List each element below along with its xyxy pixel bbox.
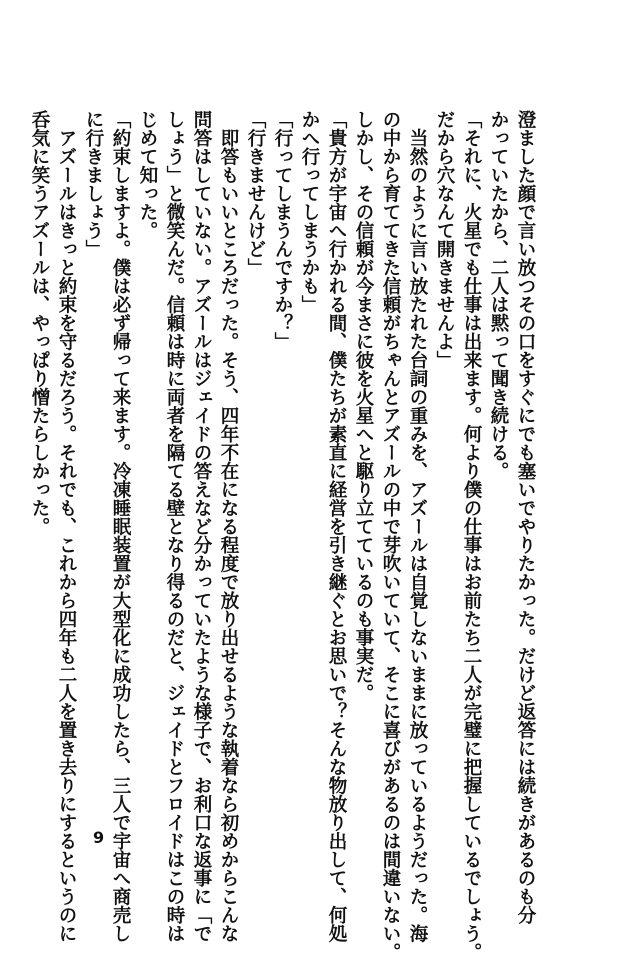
text-line: しかし、その信頼が今まさに彼を火星へと駆り立てているのも事実だ。 [353, 110, 374, 702]
text-line: 即答もいいところだった。そう、四年不在になる程度で放り出せるような執着なら初めからこんな [218, 110, 239, 943]
text-line: 「約束しますよ。僕は必ず帰って来ます。冷凍睡眠装置が大型化に成功したら、三人で宇宙へ商売し [110, 110, 131, 943]
text-line: だから穴なんて開きませんよ」 [434, 110, 455, 369]
text-line: 「行きませんけど」 [245, 110, 266, 277]
page-number: 9 [93, 828, 105, 847]
text-line: かへ行ってしまうかも」 [299, 110, 320, 314]
text-line: かっていたから、二人は黙って聞き続ける。 [488, 110, 509, 480]
text-line: 「それに、火星でも仕事は出来ます。何より僕の仕事はお前たち二人が完璧に把握しているでしょう。 [461, 110, 482, 961]
text-line: 「貴方が宇宙へ行かれる間、僕たちが素直に経営を引き継ぐとお思いで？そんな物放り出して、何処 [326, 110, 347, 943]
text-line: の中から育ててきた信頼がちゃんとアズールの中で芽吹いていて、そこに喜びがあるのは間違いない。 [380, 110, 401, 961]
text-line: 問答はしていない。アズールはジェイドの答えなど分かっていたような様子で、お利口な返事に「で [191, 110, 212, 943]
text-line: 「行ってしまうんですか？」 [272, 110, 293, 351]
text-line: しょう」と微笑んだ。信頼は時に両者を隔てる壁となり得るのだと、ジェイドとフロイドはこの時は [164, 110, 185, 943]
text-line: 呑気に笑うアズールは、やっぱり憎たらしかった。 [29, 110, 50, 536]
body-text [29, 110, 539, 961]
text-line: に行きましょう」 [83, 110, 104, 258]
text-line: 当然のように言い放たれた台詞の重みを、アズールは自覚しないままに放っているようだった。海 [407, 110, 428, 943]
text-line: 澄ました顔で言い放つその口をすぐにでも塞いでやりたかった。だけど返答には続きがあるのも分 [515, 110, 536, 924]
text-line: アズールはきっと約束を守るだろう。それでも、これから四年も二人を置き去りにするというのに [56, 110, 77, 943]
text-line: じめて知った。 [137, 110, 158, 240]
